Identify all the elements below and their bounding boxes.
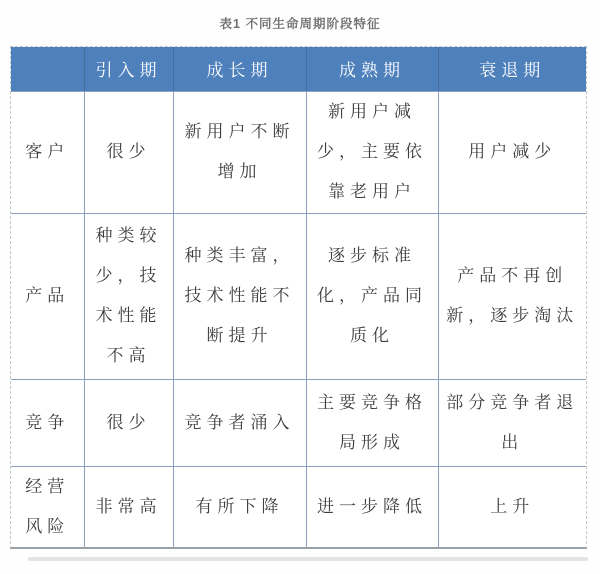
table-row-business-risk xyxy=(11,466,586,547)
table-cell: 非常高 xyxy=(84,466,173,547)
table-row-competition xyxy=(11,379,586,466)
column-header-decline: 衰退期 xyxy=(438,47,586,91)
table-cell: 有所下降 xyxy=(173,466,306,547)
row-header-competition: 竞争 xyxy=(11,379,84,466)
table-cell: 新用户不断增加 xyxy=(173,91,306,213)
column-header-introduction: 引入期 xyxy=(84,47,173,91)
table-cell: 种类丰富，技术性能不断提升 xyxy=(173,213,306,379)
table-row-products xyxy=(11,213,586,379)
table-cell: 种类较少，技术性能不高 xyxy=(84,213,173,379)
lifecycle-table xyxy=(11,47,586,547)
table-cell: 产品不再创新，逐步淘汰 xyxy=(438,213,586,379)
table-cell: 很少 xyxy=(84,91,173,213)
table-cell: 竞争者涌入 xyxy=(173,379,306,466)
table-cell: 新用户减少，主要依靠老用户 xyxy=(306,91,438,213)
column-header-maturity: 成熟期 xyxy=(306,47,438,91)
table-row-customers xyxy=(11,91,586,213)
row-header-customers: 客户 xyxy=(11,91,84,213)
table-cell: 进一步降低 xyxy=(306,466,438,547)
table-cell: 用户减少 xyxy=(438,91,586,213)
row-header-products: 产品 xyxy=(11,213,84,379)
table-caption: 表1 不同生命周期阶段特征 xyxy=(219,17,381,31)
header-row xyxy=(11,47,586,91)
table-cell: 很少 xyxy=(84,379,173,466)
table-cell: 逐步标准化，产品同质化 xyxy=(306,213,438,379)
row-header-business-risk: 经营风险 xyxy=(11,466,84,547)
lifecycle-table-container xyxy=(10,46,587,549)
page-bottom-divider xyxy=(28,557,588,561)
column-header-stub xyxy=(11,47,84,91)
table-cell: 主要竞争格局形成 xyxy=(306,379,438,466)
table-cell: 上升 xyxy=(438,466,586,547)
table-cell: 部分竞争者退出 xyxy=(438,379,586,466)
column-header-growth: 成长期 xyxy=(173,47,306,91)
